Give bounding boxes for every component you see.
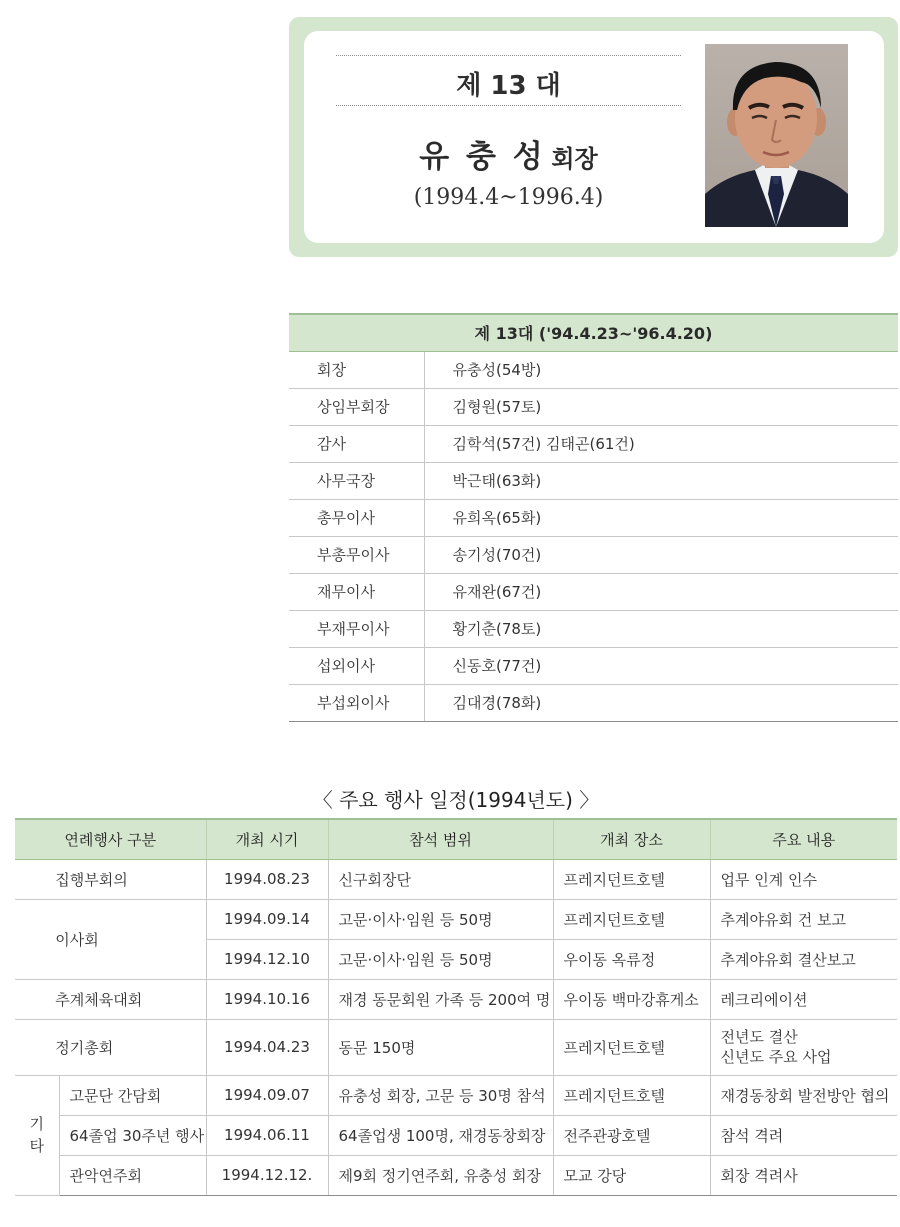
col-header-venue: 개최 장소 — [553, 819, 710, 859]
officer-name: 유충성(54방) — [424, 351, 898, 388]
event-category: 이사회 — [55, 930, 99, 949]
officer-row — [289, 610, 898, 647]
event-attendees: 신구회장단 — [328, 859, 553, 899]
event-content: 업무 인계 인수 — [710, 859, 897, 899]
event-venue: 프레지던트호텔 — [553, 1075, 710, 1115]
event-row — [15, 1075, 897, 1115]
events-title: 〈 주요 행사 일정(1994년도) 〉 — [312, 788, 600, 812]
event-row — [15, 1155, 897, 1195]
event-venue: 프레지던트호텔 — [553, 899, 710, 939]
events-header-row — [15, 819, 897, 859]
president-name — [336, 131, 681, 176]
officer-role: 부재무이사 — [317, 620, 390, 638]
officer-name: 박근태(63화) — [424, 462, 898, 499]
event-venue: 프레지던트호텔 — [553, 1019, 710, 1075]
officer-row — [289, 573, 898, 610]
officer-row — [289, 684, 898, 721]
officer-role: 상임부회장 — [317, 398, 390, 416]
event-attendees: 유충성 회장, 고문 등 30명 참석 — [328, 1075, 553, 1115]
portrait-photo — [705, 44, 848, 227]
officers-title: 제 13대 ('94.4.23~'96.4.20) — [289, 314, 898, 351]
profile-card-inner — [304, 31, 884, 243]
officer-role: 사무국장 — [317, 472, 375, 490]
term-period: (1994.4~1996.4) — [413, 185, 604, 210]
officer-row — [289, 462, 898, 499]
officer-name: 신동호(77건) — [424, 647, 898, 684]
event-date: 1994.08.23 — [206, 859, 328, 899]
officer-name: 황기춘(78토) — [424, 610, 898, 647]
event-group-label: 기타 — [29, 1115, 44, 1155]
event-date: 1994.10.16 — [206, 979, 328, 1019]
event-group-other — [15, 1075, 59, 1195]
col-header-attendees: 참석 범위 — [328, 819, 553, 859]
col-header-category: 연례행사 구분 — [15, 819, 206, 859]
officer-role: 재무이사 — [317, 583, 375, 601]
col-header-date: 개최 시기 — [206, 819, 328, 859]
event-venue: 모교 강당 — [553, 1155, 710, 1195]
event-content: 회장 격려사 — [710, 1155, 897, 1195]
officer-role: 회장 — [317, 361, 346, 379]
event-attendees: 64졸업생 100명, 재경동창회장 — [328, 1115, 553, 1155]
portrait-illustration — [705, 44, 848, 227]
event-date: 1994.04.23 — [206, 1019, 328, 1075]
officer-name: 김대경(78화) — [424, 684, 898, 721]
event-category: 정기총회 — [55, 1038, 114, 1057]
event-venue: 우이동 백마강휴게소 — [553, 979, 710, 1019]
officer-role: 감사 — [317, 435, 346, 453]
event-category: 관악연주회 — [59, 1155, 206, 1195]
officer-row — [289, 351, 898, 388]
event-date: 1994.06.11 — [206, 1115, 328, 1155]
event-attendees: 동문 150명 — [328, 1019, 553, 1075]
officers-table — [289, 313, 898, 722]
event-category: 64졸업 30주년 행사 — [59, 1115, 206, 1155]
event-content: 추계야유회 건 보고 — [710, 899, 897, 939]
officer-row — [289, 499, 898, 536]
events-table — [15, 818, 897, 1196]
event-attendees: 고문·이사·임원 등 50명 — [328, 899, 553, 939]
officer-row — [289, 647, 898, 684]
event-attendees: 재경 동문회원 가족 등 200여 명 — [328, 979, 553, 1019]
officer-role: 부섭외이사 — [317, 694, 390, 712]
officer-name: 유희옥(65화) — [424, 499, 898, 536]
col-header-content: 주요 내용 — [710, 819, 897, 859]
event-content-line: 신년도 주요 사업 — [720, 1048, 832, 1066]
event-content-line: 전년도 결산 — [720, 1028, 798, 1046]
officer-role: 총무이사 — [317, 509, 375, 527]
event-content: 참석 격려 — [710, 1115, 897, 1155]
event-content: 레크리에이션 — [710, 979, 897, 1019]
profile-card — [289, 17, 898, 257]
event-category: 집행부회의 — [55, 870, 128, 889]
event-row — [15, 1019, 897, 1075]
name-text: 유 충 성 — [419, 139, 546, 175]
officer-row — [289, 536, 898, 573]
event-date: 1994.09.07 — [206, 1075, 328, 1115]
event-category: 고문단 간담회 — [59, 1075, 206, 1115]
event-row — [15, 899, 897, 939]
term-title: 제 13 대 — [456, 71, 561, 101]
divider-bottom — [336, 105, 681, 106]
officer-row — [289, 425, 898, 462]
officer-row — [289, 388, 898, 425]
event-row — [15, 979, 897, 1019]
event-date: 1994.12.10 — [206, 939, 328, 979]
event-attendees: 제9회 정기연주회, 유충성 회장 — [328, 1155, 553, 1195]
officer-role: 부총무이사 — [317, 546, 390, 564]
officer-name: 김학석(57건) 김태곤(61건) — [424, 425, 898, 462]
role-text: 회장 — [551, 144, 598, 173]
event-date: 1994.09.14 — [206, 899, 328, 939]
event-content — [710, 1019, 897, 1075]
officer-name: 송기성(70건) — [424, 536, 898, 573]
event-category: 추계체육대회 — [55, 990, 143, 1009]
event-date: 1994.12.12. — [206, 1155, 328, 1195]
event-row — [15, 859, 897, 899]
officer-role: 섭외이사 — [317, 657, 375, 675]
event-content: 추계야유회 결산보고 — [710, 939, 897, 979]
event-row — [15, 1115, 897, 1155]
officer-name: 유재완(67건) — [424, 573, 898, 610]
event-venue: 우이동 옥류정 — [553, 939, 710, 979]
event-venue: 전주관광호텔 — [553, 1115, 710, 1155]
divider-top — [336, 55, 681, 56]
event-content: 재경동창회 발전방안 협의 — [710, 1075, 897, 1115]
officer-name: 김형원(57토) — [424, 388, 898, 425]
event-venue: 프레지던트호텔 — [553, 859, 710, 899]
event-attendees: 고문·이사·임원 등 50명 — [328, 939, 553, 979]
officers-header-row — [289, 314, 898, 351]
